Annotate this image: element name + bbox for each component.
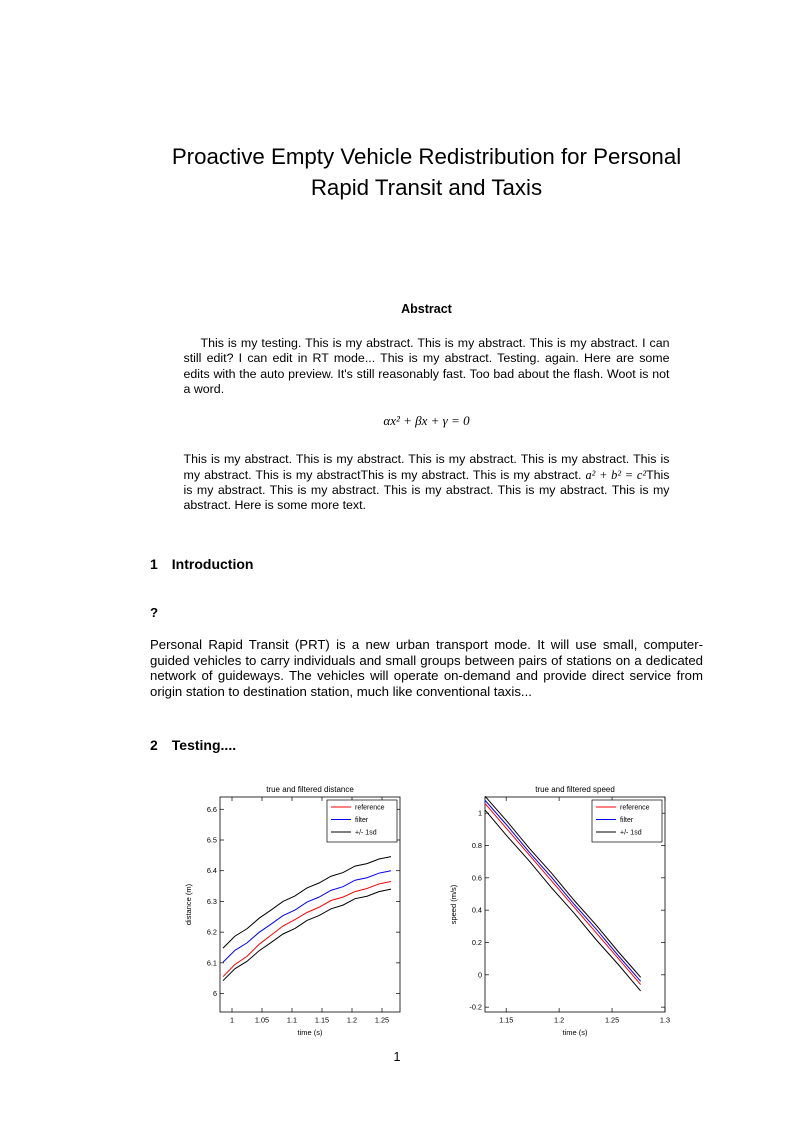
section-2-number: 2: [150, 737, 158, 754]
abstract-heading: Abstract: [401, 302, 452, 316]
svg-text:1: 1: [477, 808, 482, 818]
abstract-section: [184, 336, 670, 514]
inline-math-equation: a² + b² = c²: [585, 467, 647, 482]
svg-text:reference: reference: [619, 804, 650, 812]
svg-text:6.2: 6.2: [206, 927, 217, 937]
question-paragraph: ?: [150, 604, 159, 620]
abstract-paragraph-2-text-before: This is my abstract. This is my abstract. This is my abstract. This is my abstract. This is my abstract. This is my abstractThis is my abstract. This is my abstract.: [183, 452, 670, 482]
svg-text:0.6: 0.6: [471, 873, 482, 883]
svg-text:true and filtered distance: true and filtered distance: [265, 785, 354, 795]
svg-text:0: 0: [477, 970, 482, 980]
svg-text:0.8: 0.8: [471, 841, 482, 851]
svg-text:6.3: 6.3: [206, 897, 217, 907]
figures-row: [150, 783, 703, 1042]
svg-text:1.15: 1.15: [498, 1015, 513, 1025]
introduction-paragraph: Personal Rapid Transit (PRT) is a new urban transport mode. It will use small, computer-guided vehicles to carry individuals and small groups between pairs of stations on a dedicated network of guideways. The vehicles will operate on-demand and provide direct service from origin station to destination station, much like conventional taxis...: [150, 636, 703, 700]
svg-text:+/- 1sd: +/- 1sd: [619, 829, 642, 837]
section-2-title: Testing....: [171, 737, 237, 754]
svg-text:6.4: 6.4: [206, 866, 217, 876]
abstract-paragraph-2-text-after: This is my abstract. This is my abstract. This is my abstract. This is my abstract. This is my abstract. Here is some more text.: [183, 467, 670, 513]
svg-text:distance (m): distance (m): [183, 884, 193, 926]
svg-text:1.05: 1.05: [254, 1015, 269, 1025]
svg-text:1.25: 1.25: [374, 1015, 389, 1025]
svg-text:1.25: 1.25: [604, 1015, 619, 1025]
svg-text:0.4: 0.4: [471, 905, 482, 915]
speed-line-chart: [447, 783, 672, 1042]
section-2-heading: [150, 737, 703, 753]
page-number: 1: [393, 1050, 401, 1064]
svg-text:reference: reference: [354, 804, 385, 812]
content-column: [150, 0, 703, 1042]
svg-text:1.2: 1.2: [346, 1015, 357, 1025]
svg-text:time (s): time (s): [562, 1028, 587, 1038]
svg-text:filter: filter: [354, 817, 368, 825]
svg-text:6.1: 6.1: [206, 958, 217, 968]
svg-text:6: 6: [212, 989, 217, 999]
svg-text:1: 1: [229, 1015, 234, 1025]
svg-text:6.6: 6.6: [206, 805, 217, 815]
svg-text:time (s): time (s): [297, 1028, 322, 1038]
svg-text:true and filtered speed: true and filtered speed: [534, 785, 615, 795]
distance-line-chart: [182, 783, 407, 1042]
svg-text:1.15: 1.15: [314, 1015, 329, 1025]
svg-text:speed (m/s): speed (m/s): [448, 884, 458, 925]
svg-text:filter: filter: [619, 817, 633, 825]
page-title-line-1: Proactive Empty Vehicle Redistribution for Personal: [171, 144, 682, 169]
svg-text:1.2: 1.2: [553, 1015, 564, 1025]
svg-text:+/- 1sd: +/- 1sd: [354, 829, 377, 837]
svg-text:1.1: 1.1: [286, 1015, 297, 1025]
svg-text:1.3: 1.3: [659, 1015, 670, 1025]
abstract-paragraph-2: [184, 452, 670, 513]
svg-text:0.2: 0.2: [471, 938, 482, 948]
section-1-heading: [150, 556, 703, 572]
svg-text:-0.2: -0.2: [468, 1002, 482, 1012]
page-title-line-2: Rapid Transit and Taxis: [310, 175, 543, 200]
section-1-title: Introduction: [171, 555, 254, 572]
abstract-paragraph-1: This is my testing. This is my abstract. This is my abstract. This is my abstract. I can still edit? I can edit in RT mode... This is my abstract. Testing. again. Here are some edits with the auto preview. It's still reasonably fast. Too bad about the flash. Woot is not a word.: [183, 336, 670, 396]
section-1-number: 1: [150, 555, 158, 572]
display-equation: αx² + βx + γ = 0: [383, 413, 470, 429]
svg-text:6.5: 6.5: [206, 835, 217, 845]
page-title: [150, 141, 703, 203]
